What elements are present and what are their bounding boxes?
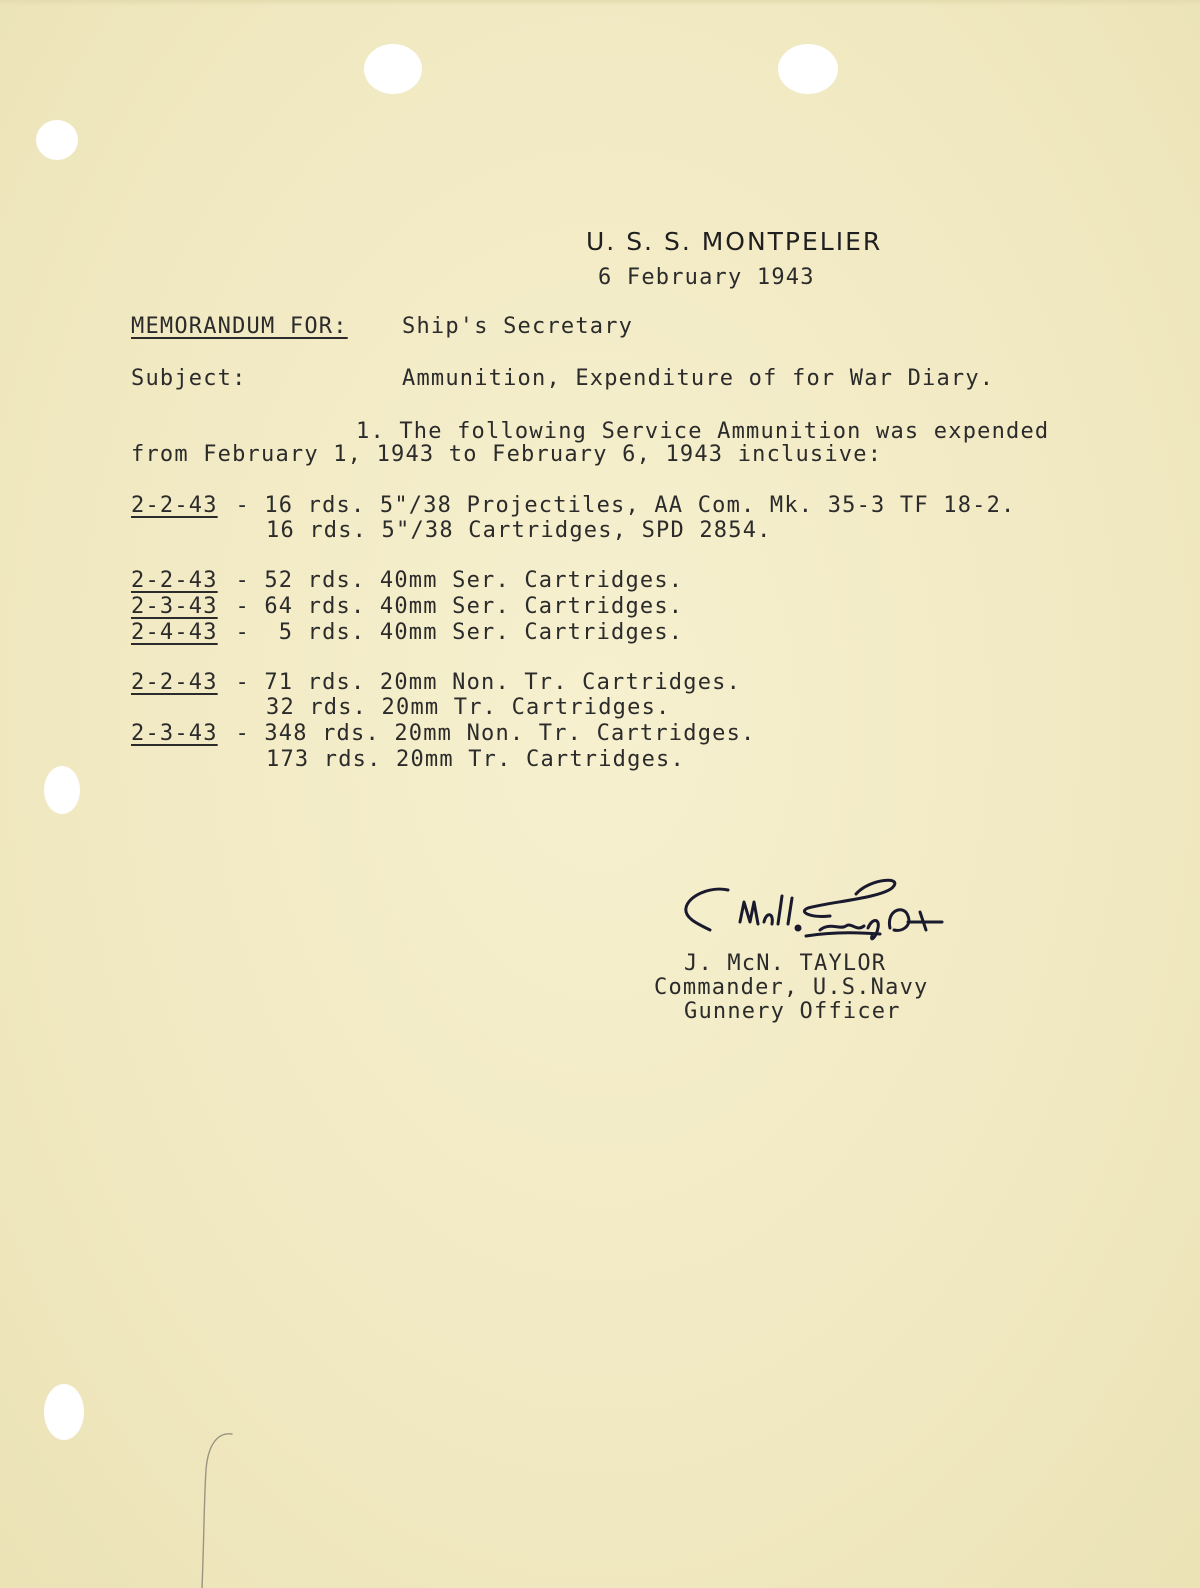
entry-text: - 52 rds. 40mm Ser. Cartridges. [221, 568, 684, 593]
entry-date: 2-3-43 [131, 594, 218, 619]
entry-date: 2-4-43 [131, 620, 218, 645]
subject-value: Ammunition, Expenditure of for War Diary. [402, 366, 995, 391]
ship-name: U. S. S. MONTPELIER [586, 227, 883, 256]
entry-text: 173 rds. 20mm Tr. Cartridges. [266, 747, 685, 772]
punch-hole-left-3 [44, 1384, 84, 1440]
subject-label: Subject: [131, 366, 247, 391]
punch-hole-left-2 [44, 766, 80, 814]
memo-for-value: Ship's Secretary [402, 314, 634, 339]
memo-date: 6 February 1943 [598, 265, 815, 290]
memo-for-label: MEMORANDUM FOR: [131, 314, 348, 339]
entry-text: - 71 rds. 20mm Non. Tr. Cartridges. [221, 670, 742, 695]
punch-hole-top-left [364, 44, 422, 94]
entry-date: 2-3-43 [131, 721, 218, 746]
entry-date: 2-2-43 [131, 568, 218, 593]
paragraph-line-2: from February 1, 1943 to February 6, 1943 inclusive: [131, 442, 883, 467]
paragraph-line-1: 1. The following Service Ammunition was expended [356, 419, 1050, 444]
entry-text: - 64 rds. 40mm Ser. Cartridges. [221, 594, 684, 619]
paper-top-edge [0, 0, 1200, 6]
entry-text: 16 rds. 5"/38 Cartridges, SPD 2854. [266, 518, 772, 543]
entry-text: - 348 rds. 20mm Non. Tr. Cartridges. [221, 721, 756, 746]
punch-hole-left-1 [36, 120, 78, 160]
entry-text: 32 rds. 20mm Tr. Cartridges. [266, 695, 671, 720]
entry-date: 2-2-43 [131, 670, 218, 695]
signer-rank: Commander, U.S.Navy [654, 975, 929, 1000]
signer-name: J. McN. TAYLOR [684, 951, 887, 976]
entry-date: 2-2-43 [131, 493, 218, 518]
punch-hole-top-right [778, 44, 838, 94]
entry-text: - 5 rds. 40mm Ser. Cartridges. [221, 620, 684, 645]
entry-text: - 16 rds. 5"/38 Projectiles, AA Com. Mk. 35-3 TF 18-2. [221, 493, 1016, 518]
pencil-margin-mark [196, 1430, 256, 1588]
signer-title: Gunnery Officer [684, 999, 901, 1024]
